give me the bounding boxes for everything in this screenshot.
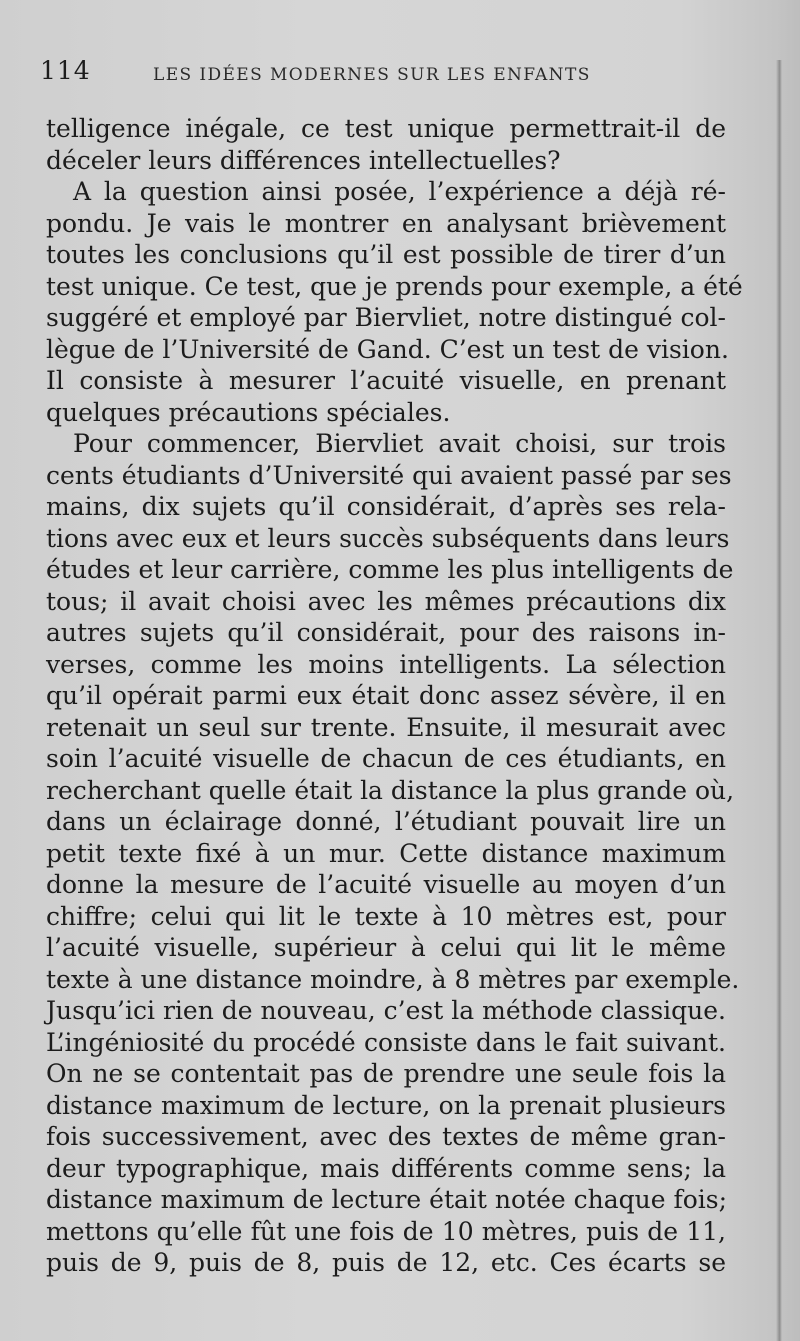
text-line: deur typographique, mais différents comme sens; la (46, 1153, 726, 1183)
text-line: dans un éclairage donné, l’étudiant pouvait lire un (46, 807, 726, 836)
running-title: LES IDÉES MODERNES SUR LES ENFANTS (153, 65, 591, 85)
page-header (40, 56, 730, 96)
text-line: études et leur carrière, comme les plus intelligents de (46, 555, 734, 584)
text-line: Pour commencer, Biervliet avait choisi, sur trois (73, 429, 726, 458)
text-line: donne la mesure de l’acuité visuelle au moyen d’un (46, 870, 726, 899)
text-line: tous; il avait choisi avec les mêmes précautions dix (46, 586, 726, 616)
text-line: test unique. Ce test, que je prends pour exemple, a été (46, 271, 743, 301)
text-line: chiffre; celui qui lit le texte à 10 mètres est, pour (46, 901, 726, 931)
text-line: mettons qu’elle fût une fois de 10 mètres, puis de 11, (46, 1216, 726, 1246)
text-line: puis de 9, puis de 8, puis de 12, etc. Ces écarts se (46, 1248, 726, 1277)
text-line: distance maximum de lecture, on la prenait plusieurs (46, 1090, 726, 1120)
text-line: Il consiste à mesurer l’acuité visuelle, en prenant (46, 366, 726, 395)
text-line: On ne se contentait pas de prendre une seule fois la (46, 1059, 726, 1088)
text-line: retenait un seul sur trente. Ensuite, il mesurait avec (46, 712, 726, 742)
page-number: 114 (40, 56, 91, 85)
text-line: distance maximum de lecture était notée chaque fois; (46, 1185, 728, 1214)
text-line: l’acuité visuelle, supérieur à celui qui lit le même (46, 933, 726, 962)
text-line: quelques précautions spéciales. (46, 397, 451, 427)
text-line: lègue de l’Université de Gand. C’est un test de vision. (46, 334, 729, 364)
text-line: L’ingéniosité du procédé consiste dans le fait suivant. (46, 1027, 726, 1057)
text-line: mains, dix sujets qu’il considérait, d’après ses rela- (46, 492, 726, 521)
text-line: petit texte fixé à un mur. Cette distance maximum (46, 838, 726, 868)
text-line: Jusqu’ici rien de nouveau, c’est la méthode classique. (46, 996, 726, 1025)
text-line: pondu. Je vais le montrer en analysant brièvement (46, 208, 726, 238)
page-edge-shadow (776, 60, 782, 1341)
body-text (46, 113, 743, 1279)
text-line: texte à une distance moindre, à 8 mètres par exemple. (46, 964, 740, 994)
text-line: telligence inégale, ce test unique permettrait-il de (46, 114, 726, 143)
text-line: autres sujets qu’il considérait, pour des raisons in- (46, 618, 726, 647)
text-line: déceler leurs différences intellectuelles? (46, 145, 561, 175)
text-line: recherchant quelle était la distance la plus grande où, (46, 775, 735, 805)
text-line: toutes les conclusions qu’il est possible de tirer d’un (46, 240, 726, 269)
text-line: soin l’acuité visuelle de chacun de ces étudiants, en (46, 744, 726, 773)
text-line: verses, comme les moins intelligents. La sélection (46, 649, 726, 679)
text-line: tions avec eux et leurs succès subséquents dans leurs (46, 523, 730, 553)
text-line: fois successivement, avec des textes de même gran- (46, 1122, 726, 1151)
text-line: suggéré et employé par Biervliet, notre distingué col- (46, 303, 726, 332)
text-line: A la question ainsi posée, l’expérience a déjà ré- (73, 177, 726, 206)
text-line: cents étudiants d’Université qui avaient passé par ses (46, 460, 732, 490)
text-line: qu’il opérait parmi eux était donc assez sévère, il en (46, 681, 726, 710)
